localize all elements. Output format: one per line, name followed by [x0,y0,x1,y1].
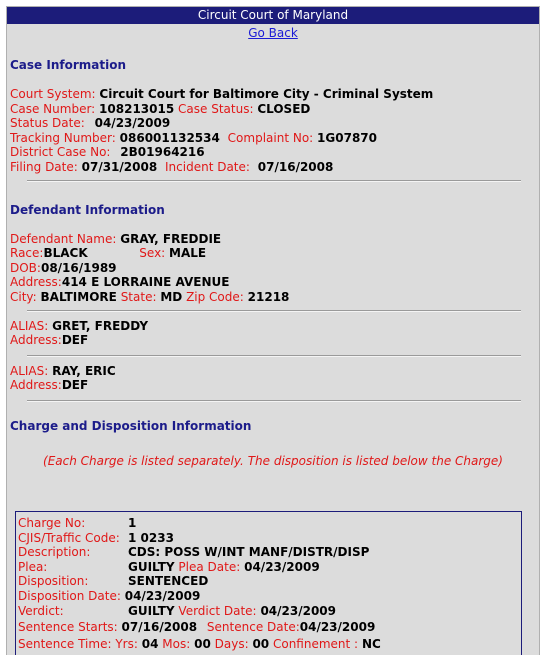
plea-label: Plea: [18,559,48,574]
case-status-value: CLOSED [257,101,311,116]
years-value: 04 [141,636,159,651]
alias-address-row [10,378,539,393]
disposition-row [18,574,521,589]
plea-row [18,560,521,575]
verdict-row [18,604,521,619]
plea-date-value: 04/23/2009 [244,559,320,574]
charge-disposition-heading: Charge and Disposition Information [10,418,252,433]
plea-date-label: Plea Date: [178,559,241,574]
city-state-zip-row [10,290,539,305]
zip-code-label: Zip Code: [186,289,244,304]
tracking-number-label: Tracking Number: [10,130,116,145]
district-case-row [10,145,539,160]
state-label: State: [120,289,157,304]
incident-date-label: Incident Date: [165,159,250,174]
alias-label: ALIAS: [10,318,49,333]
district-case-label: District Case No: [10,145,111,160]
alias-value: RAY, ERIC [52,363,116,378]
defendant-information-heading: Defendant Information [10,202,165,217]
sex-label: Sex: [139,246,166,261]
alias-value: GRET, FREDDY [52,318,149,333]
sentence-date-label: Sentence Date: [206,620,300,635]
complaint-number-value: 1G07870 [317,130,377,145]
years-label: Yrs: [115,636,138,651]
disposition-date-value: 04/23/2009 [124,588,201,603]
defendant-name-label: Defendant Name: [10,231,117,246]
court-system-label: Court System: [10,87,96,101]
court-system-value: Circuit Court for Baltimore City - Criminal System [99,87,434,101]
defendant-name-value: GRAY, FREDDIE [120,231,222,246]
case-information-heading: Case Information [10,58,126,72]
alias-label: ALIAS: [10,363,49,378]
verdict-label: Verdict: [18,603,64,618]
tracking-row [10,131,539,146]
description-value: CDS: POSS W/INT MANF/DISTR/DISP [128,545,370,560]
zip-code-value: 21218 [247,289,290,304]
sex-value: MALE [169,246,207,261]
status-date-label: Status Date: [10,116,85,131]
disposition-label: Disposition: [18,574,89,589]
charge-number-label: Charge No: [18,516,86,530]
case-status-label: Case Status: [178,101,254,116]
charge-note: (Each Charge is listed separately. The disposition is listed below the Charge) [43,453,503,468]
sentence-date-value: 04/23/2009 [299,620,376,635]
sentence-time-label: Sentence Time: [18,636,112,651]
disposition-date-row [18,589,521,604]
address-row [10,275,539,290]
confinement-label: Confinement : [272,636,359,651]
sentence-starts-row [18,620,521,635]
verdict-date-label: Verdict Date: [178,603,257,618]
alias-address-value: DEF [61,378,89,393]
confinement-value: NC [361,636,381,651]
alias-row [10,364,539,379]
filing-date-value: 07/31/2008 [81,159,158,174]
dob-value: 08/16/1989 [40,260,117,275]
page-title: Circuit Court of Maryland [7,7,539,24]
alias-address-row [10,333,539,348]
description-label: Description: [18,545,91,560]
case-detail-panel [6,6,540,655]
alias-row [10,319,539,334]
case-number-label: Case Number: [10,101,96,116]
charge-number-value: 1 [128,516,137,530]
charge-number-row [18,516,521,531]
alias-address-value: DEF [61,333,89,348]
cjis-code-label: CJIS/Traffic Code: [18,530,120,545]
alias-address-label: Address: [10,378,62,393]
cjis-code-value: 1 0233 [128,530,174,545]
description-row [18,545,521,560]
case-number-value: 108213015 [99,101,175,116]
tracking-number-value: 086001132534 [119,130,220,145]
verdict-date-value: 04/23/2009 [260,603,336,618]
months-value: 00 [194,636,211,651]
sentence-starts-label: Sentence Starts: [18,620,118,635]
sentence-time-row [18,637,521,652]
complaint-number-label: Complaint No: [227,130,314,145]
charge-box [15,511,522,655]
dob-row [10,261,539,276]
defendant-name-row [10,232,539,247]
race-sex-row [10,246,539,261]
race-label: Race: [10,246,44,261]
filing-date-label: Filing Date: [10,159,78,174]
go-back-link[interactable]: Go Back [248,26,298,40]
city-value: BALTIMORE [40,289,117,304]
address-label: Address: [10,275,62,290]
days-label: Days: [214,636,249,651]
status-date-row [10,116,539,131]
days-value: 00 [252,636,270,651]
alias-address-label: Address: [10,333,62,348]
state-value: MD [160,289,183,304]
case-number-row [10,102,539,117]
status-date-value: 04/23/2009 [94,116,171,131]
cjis-row [18,531,521,546]
district-case-value: 2B01964216 [120,145,205,160]
address-value: 414 E LORRAINE AVENUE [61,275,230,290]
dob-label: DOB: [10,260,41,275]
court-system-row [10,87,539,102]
months-label: Mos: [162,636,191,651]
verdict-value: GUILTY [128,603,175,618]
disposition-date-label: Disposition Date: [18,588,121,603]
incident-date-value: 07/16/2008 [257,159,334,174]
filing-date-row [10,160,539,175]
sentence-starts-value: 07/16/2008 [121,620,198,635]
plea-value: GUILTY [128,559,175,574]
city-label: City: [10,289,37,304]
race-value: BLACK [43,246,88,261]
disposition-value: SENTENCED [128,574,209,589]
